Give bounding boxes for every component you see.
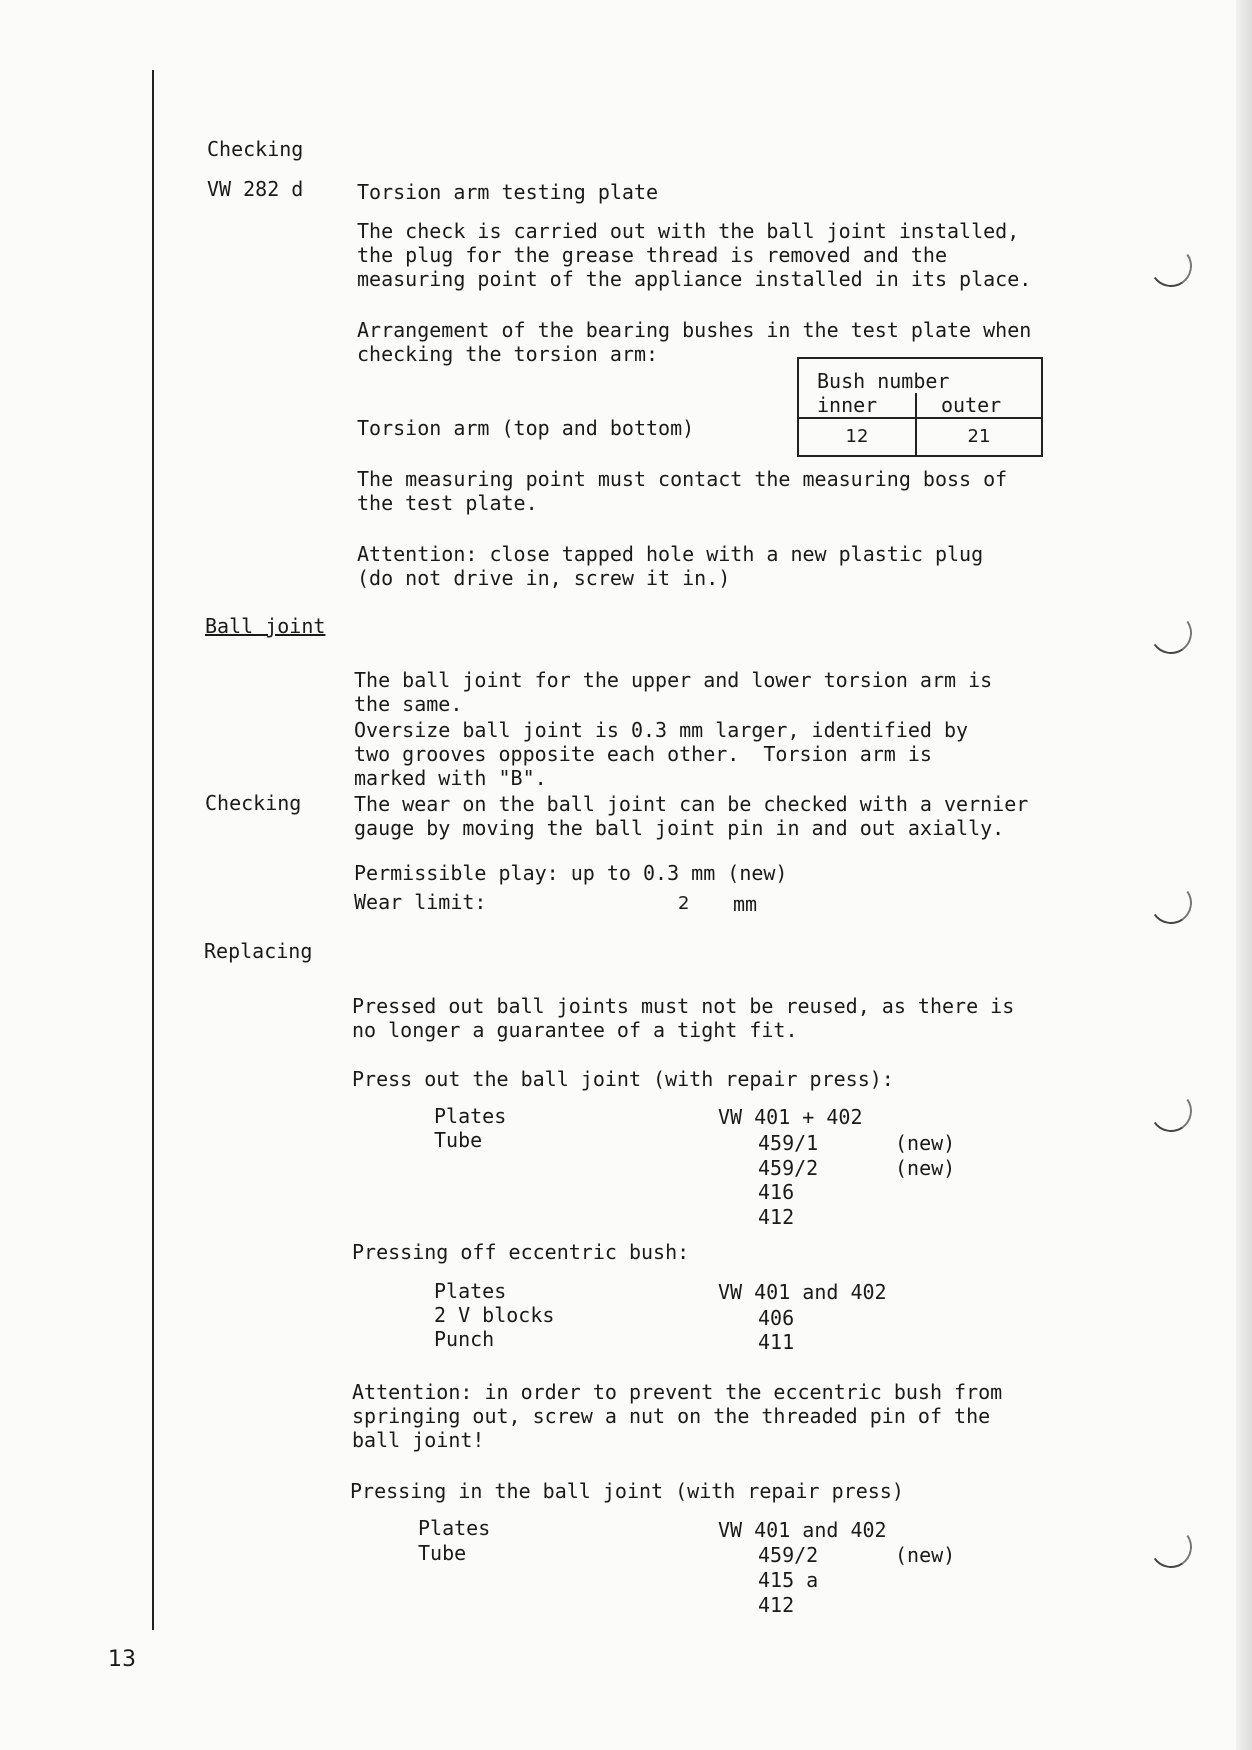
col-inner: inner [798,393,916,418]
press-in-tool: VW 401 and 402 [718,1518,887,1542]
press-in-title: Pressing in the ball joint (with repair press) [350,1479,904,1503]
press-in-item: Plates [418,1516,491,1540]
para-line: Attention: close tapped hole with a new plastic plug [357,542,984,566]
press-off-item: 2 V blocks [434,1303,555,1327]
bush-number-table [797,357,1043,457]
heading-checking: Checking [207,137,304,161]
para-line: springing out, screw a nut on the threaded pin of the [352,1404,991,1428]
press-in-note: (new) [895,1543,956,1567]
tool-name: Torsion arm testing plate [357,180,659,204]
para-line: The wear on the ball joint can be checked with a vernier [354,792,1029,816]
wear-limit-unit: mm [733,892,758,916]
press-off-item: Punch [434,1327,495,1351]
para-line: Arrangement of the bearing bushes in the test plate when [357,318,1032,342]
press-out-tool: VW 401 + 402 [718,1105,863,1129]
press-in-tool: 412 [758,1593,795,1617]
para-line: gauge by moving the ball joint pin in and out axially. [354,816,1005,840]
para-line: Pressed out ball joints must not be reused, as there is [352,994,1015,1018]
press-out-item: Plates [434,1104,507,1128]
punch-hole-1 [1147,242,1196,291]
punch-hole-2 [1147,609,1196,658]
para-line: Oversize ball joint is 0.3 mm larger, identified by [354,718,969,742]
press-out-note: (new) [895,1131,956,1155]
para-line: checking the torsion arm: [357,342,659,366]
para-line: two grooves opposite each other. Torsion arm is [354,742,932,766]
press-out-tool: 459/2 [758,1156,819,1180]
para-line: the test plate. [357,491,538,515]
label-checking: Checking [205,791,302,815]
para-line: The ball joint for the upper and lower torsion arm is [354,668,993,692]
val-inner: 12 [798,418,916,456]
press-off-tool: VW 401 and 402 [718,1280,887,1304]
col-outer: outer [941,393,1002,417]
press-out-item: Tube [434,1128,483,1152]
para-line: ball joint! [352,1428,485,1452]
para-line: The measuring point must contact the measuring boss of [357,467,1008,491]
wear-limit-value: 2 [678,893,690,914]
press-out-tool: 412 [758,1205,795,1229]
para-line: The check is carried out with the ball joint installed, [357,219,1020,243]
para-line: marked with "B". [354,766,547,790]
press-off-tool: 406 [758,1306,795,1330]
press-out-note: (new) [895,1156,956,1180]
val-outer: 21 [916,418,1042,456]
page-number: 13 [108,1647,136,1672]
para-line: the same. [354,692,463,716]
table-title: Bush number [817,369,950,393]
para-line: the plug for the grease thread is removed and the [357,243,948,267]
punch-hole-3 [1147,879,1196,928]
press-off-tool: 411 [758,1330,795,1354]
tool-code: VW 282 d [207,177,304,201]
wear-limit-label: Wear limit: [354,890,487,914]
press-out-tool: 459/1 [758,1131,819,1155]
para-line: measuring point of the appliance installed in its place. [357,267,1032,291]
heading-replacing: Replacing [204,939,313,963]
para-line: (do not drive in, screw it in.) [357,566,731,590]
row-label: Torsion arm (top and bottom) [357,416,695,440]
press-off-item: Plates [434,1279,507,1303]
punch-hole-4 [1147,1087,1196,1136]
page-edge [1236,0,1252,1750]
heading-ball-joint: Ball joint [205,614,326,638]
press-in-tool: 459/2 [758,1543,819,1567]
press-out-tool: 416 [758,1180,795,1204]
para-line: no longer a guarantee of a tight fit. [352,1018,798,1042]
punch-hole-5 [1147,1523,1196,1572]
para-line: Attention: in order to prevent the eccentric bush from [352,1380,1003,1404]
permissible-play: Permissible play: up to 0.3 mm (new) [354,861,788,885]
press-in-tool: 415 a [758,1568,819,1592]
press-out-title: Press out the ball joint (with repair press): [352,1067,894,1091]
press-in-item: Tube [418,1541,467,1565]
margin-rule [152,70,154,1630]
press-off-title: Pressing off eccentric bush: [352,1240,690,1264]
